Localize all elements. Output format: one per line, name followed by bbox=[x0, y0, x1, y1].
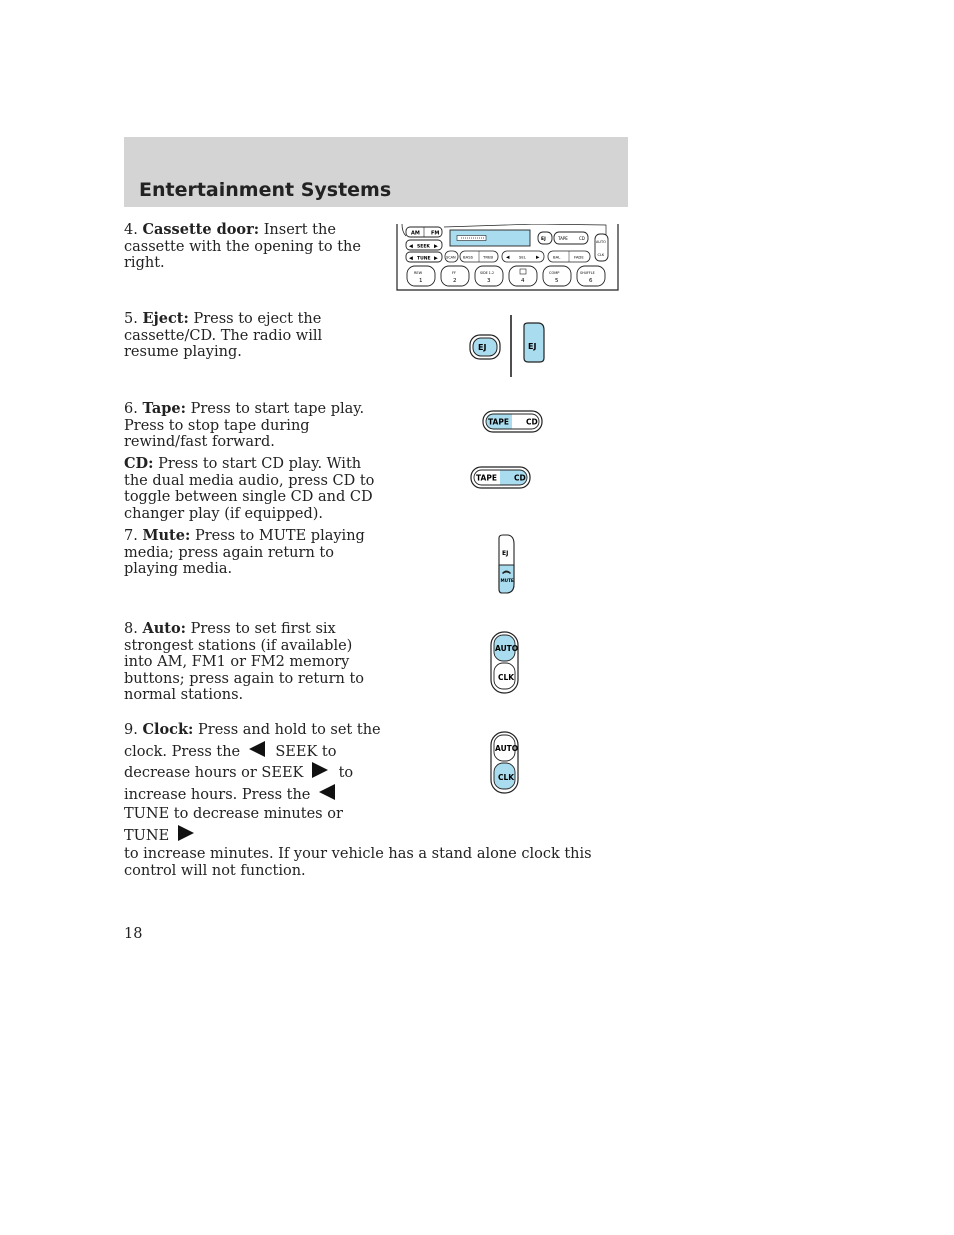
svg-text:SEL: SEL bbox=[519, 254, 526, 260]
svg-text:EJ: EJ bbox=[478, 343, 487, 352]
svg-text:TREB: TREB bbox=[483, 254, 493, 260]
item-tape: 6. Tape: Press to start tape play. Press to stop tape during rewind/fast forward. bbox=[124, 400, 365, 450]
svg-text:EJ: EJ bbox=[528, 342, 537, 351]
svg-text:4: 4 bbox=[521, 278, 525, 284]
item-eject: 5. Eject: Press to eject the cassette/CD. The radio will resume playing. bbox=[124, 310, 323, 360]
svg-text:◀: ◀ bbox=[506, 255, 510, 261]
left-triangle-icon bbox=[319, 784, 335, 800]
svg-text:SEEK: SEEK bbox=[417, 244, 430, 250]
clock-button-illustration bbox=[490, 731, 520, 795]
svg-text:EJ: EJ bbox=[502, 550, 509, 557]
svg-text:FF: FF bbox=[452, 271, 457, 275]
page-title: Entertainment Systems bbox=[139, 179, 392, 201]
svg-text:CD: CD bbox=[514, 473, 526, 483]
cassette-icon bbox=[520, 269, 526, 274]
right-triangle-icon bbox=[312, 762, 328, 778]
svg-text:FM: FM bbox=[431, 230, 440, 237]
svg-text:BAL: BAL bbox=[553, 254, 561, 260]
svg-text:BASS: BASS bbox=[463, 254, 474, 260]
svg-text:TUNE: TUNE bbox=[417, 256, 431, 262]
mute-button-illustration bbox=[496, 534, 518, 596]
svg-text:TAPE: TAPE bbox=[476, 473, 497, 483]
svg-text:▶: ▶ bbox=[434, 243, 438, 250]
eject-button-illustration bbox=[466, 314, 550, 378]
item-clock: 9. Clock: Press and hold to set the clock. Press the SEEK to decrease hours or SEEK to increase hours. Press the TUNE to decrease minutes or TUNE to increase minutes. If your vehicle has a stand alone clock this control will not function. bbox=[124, 721, 592, 879]
svg-text:AM: AM bbox=[411, 230, 420, 237]
item-cd: CD: Press to start CD play. With the dual media audio, press CD to toggle between single CD and CD changer play (if equipped). bbox=[124, 455, 375, 522]
svg-text:TAPE: TAPE bbox=[558, 236, 568, 241]
svg-text:SIDE 1-2: SIDE 1-2 bbox=[480, 271, 495, 275]
svg-text:3: 3 bbox=[487, 278, 491, 284]
preset-row bbox=[407, 266, 605, 286]
svg-text:REW: REW bbox=[414, 271, 423, 275]
svg-text:FADE: FADE bbox=[574, 254, 584, 260]
right-triangle-icon bbox=[178, 825, 194, 841]
left-triangle-icon bbox=[249, 741, 265, 757]
svg-text:TAPE: TAPE bbox=[488, 417, 509, 427]
svg-text:AUTO: AUTO bbox=[495, 744, 519, 753]
svg-text:CD: CD bbox=[579, 236, 585, 241]
svg-text:CLK: CLK bbox=[597, 253, 605, 257]
item-cassette-door: 4. Cassette door: Insert the cassette with the opening to the right. bbox=[124, 221, 361, 271]
svg-text:▶: ▶ bbox=[434, 255, 438, 262]
svg-text:6: 6 bbox=[589, 278, 593, 284]
svg-text:CLK: CLK bbox=[498, 673, 515, 682]
item-auto: 8. Auto: Press to set first six strongest stations (if available) into AM, FM1 or FM2 memory buttons; press again to return to normal stations. bbox=[124, 620, 365, 703]
svg-text:CD: CD bbox=[526, 417, 538, 427]
svg-text:MUTE: MUTE bbox=[500, 578, 514, 583]
svg-text:1: 1 bbox=[419, 278, 423, 284]
svg-text:▶: ▶ bbox=[536, 255, 540, 261]
svg-text:AUTO: AUTO bbox=[495, 644, 519, 653]
svg-text:5: 5 bbox=[555, 278, 559, 284]
svg-text:CLK: CLK bbox=[498, 773, 515, 782]
tape-button-illustration bbox=[482, 410, 544, 434]
svg-text:SCAN: SCAN bbox=[446, 255, 456, 260]
svg-text:◀: ◀ bbox=[409, 255, 413, 262]
auto-button-illustration bbox=[490, 631, 520, 695]
svg-text:AUTO: AUTO bbox=[596, 240, 606, 244]
svg-text:EJ: EJ bbox=[541, 237, 546, 242]
item-mute: 7. Mute: Press to MUTE playing media; press again return to playing media. bbox=[124, 527, 365, 577]
svg-text:SHUFFLE: SHUFFLE bbox=[580, 271, 595, 275]
header-band bbox=[124, 137, 628, 207]
page-number: 18 bbox=[124, 926, 143, 942]
cd-button-illustration bbox=[470, 466, 532, 490]
radio-faceplate-illustration bbox=[396, 224, 620, 292]
svg-text:COMP: COMP bbox=[549, 271, 560, 275]
svg-text:2: 2 bbox=[453, 278, 457, 284]
svg-text:◀: ◀ bbox=[409, 243, 413, 250]
